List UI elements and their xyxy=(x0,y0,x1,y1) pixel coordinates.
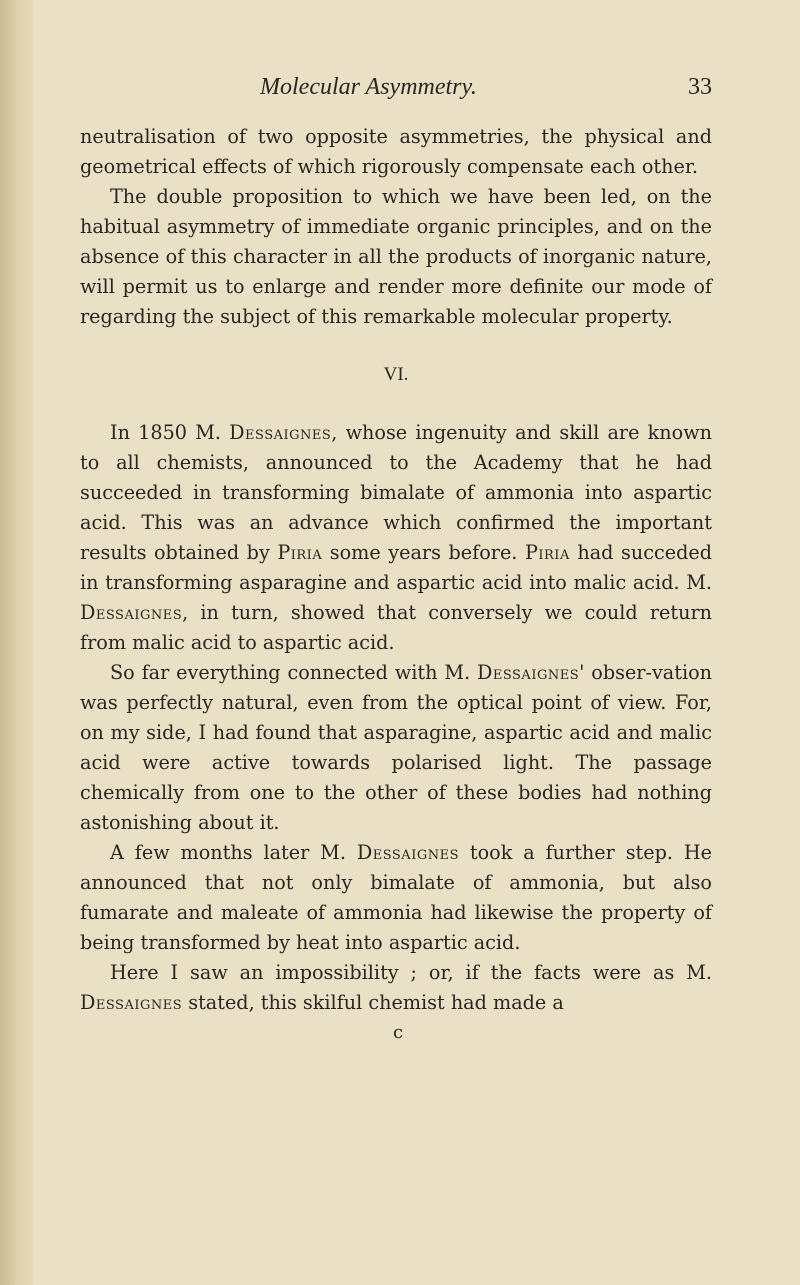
paragraph-1: neutralisation of two opposite asymmetries, the physical and geometrical effects of which rigorously compensate each other. xyxy=(80,125,712,178)
paragraph-4 xyxy=(80,658,712,838)
name-piria: Piria xyxy=(524,541,570,564)
name-dessaignes: Dessaignes xyxy=(80,991,183,1014)
text-run: stated, this skilful chemist had made a xyxy=(182,991,564,1014)
page-number: 33 xyxy=(688,74,712,100)
text-run: some years before. xyxy=(322,541,525,564)
text-run: took a further step. He announced that not only bimalate of ammonia, but also fumarate and maleate of ammonia had likewise the property of being transformed by heat into aspartic acid. xyxy=(80,841,712,954)
signature-mark: c xyxy=(392,1022,404,1043)
name-piria: Piria xyxy=(277,541,323,564)
book-page xyxy=(80,74,712,1043)
text-run: , whose ingenuity and skill are known to all chemists, announced to the Academy that he had succeeded in transforming bimalate of ammonia into aspartic acid. This was an advance which confirmed the important results obtained by xyxy=(80,421,712,564)
text-run: ' obser-vation was perfectly natural, even from the optical point of view. For, on my side, I had found that asparagine, aspartic acid and malic acid were active towards polarised light. The passage chemically from one to the other of these bodies had nothing astonishing about it. xyxy=(80,661,712,834)
name-dessaignes: Dessaignes xyxy=(80,601,183,624)
running-header xyxy=(80,74,712,114)
running-title: Molecular Asymmetry. xyxy=(260,74,477,100)
paragraph-6 xyxy=(80,958,712,1018)
text-run: had succeded in transforming asparagine and aspartic acid into malic acid. M. xyxy=(80,541,712,594)
text-run: , in turn, showed that conversely we could return from malic acid to aspartic acid. xyxy=(80,601,712,654)
text-run: Here I saw an impossibility ; or, if the facts were as M. xyxy=(110,961,712,984)
text-run: So far everything connected with M. xyxy=(110,661,477,684)
text-run: A few months later M. xyxy=(110,841,357,864)
name-dessaignes: Dessaignes xyxy=(476,661,580,684)
section-heading: VI. xyxy=(383,364,409,385)
paragraph-3 xyxy=(80,418,712,658)
name-dessaignes: Dessaignes xyxy=(356,841,459,864)
paragraph-2: The double proposition to which we have been led, on the habitual asymmetry of immediate organic principles, and on the absence of this character in all the products of inorganic nature, will permit us to enlarge and render more definite our mode of regarding the subject of this remarkable molecular property. xyxy=(80,185,712,328)
book-spine-shadow xyxy=(0,0,34,1285)
name-dessaignes: Dessaignes xyxy=(229,421,332,444)
paragraph-5 xyxy=(80,838,712,958)
text-run: In 1850 M. xyxy=(110,421,230,444)
